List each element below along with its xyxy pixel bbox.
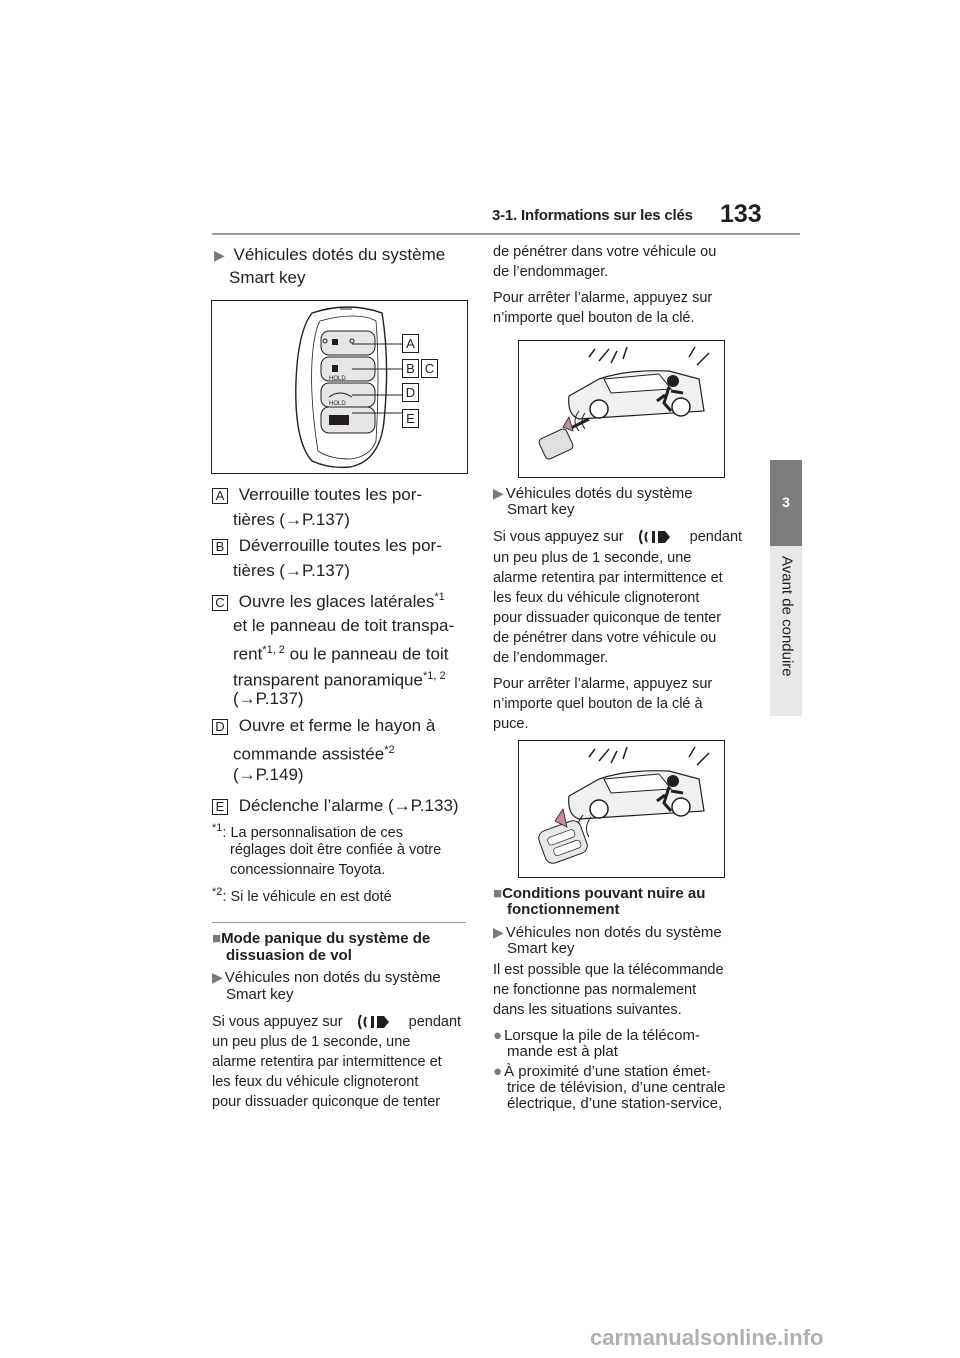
r-para-5-line-3: dans les situations suivantes. <box>493 1002 682 1018</box>
item-d-3: (→P.149) <box>233 765 304 784</box>
note-2: $^{*2}$: Si le véhicule en est doté <box>212 886 392 905</box>
item-c-2: et le panneau de toit transpa- <box>233 616 455 635</box>
panic-heading: ■Mode panique du système de <box>212 930 431 947</box>
r-para-3-line-4: les feux du véhicule clignoteront <box>493 590 700 606</box>
item-d: D Ouvre et ferme le hayon à <box>212 713 435 738</box>
sub-heading-3-2: Smart key <box>507 940 575 957</box>
r-para-2-line-1: Pour arrêter l’alarme, appuyez sur <box>493 290 713 306</box>
r-para-3-line-5: pour dissuader quiconque de tenter <box>493 610 722 626</box>
watermark: carmanualsonline.info <box>590 1325 824 1350</box>
r-para-1-line-2: de l’endommager. <box>493 264 609 280</box>
intro-heading-2: Smart key <box>229 268 306 287</box>
triangle-icon: ▶ <box>493 924 504 940</box>
r-para-4-line-2: n’importe quel bouton de la clé à <box>493 696 703 712</box>
r-para-3-line-6: de pénétrer dans votre véhicule ou <box>493 630 717 646</box>
panic-button-icon <box>357 1013 391 1031</box>
bullet-2: ● À proximité d’une station émet- <box>493 1063 711 1080</box>
key-fob-figure <box>211 300 468 474</box>
para-1-line-2: un peu plus de 1 seconde, une <box>212 1034 411 1050</box>
sub-heading-2: ▶ Véhicules dotés du système <box>493 485 693 502</box>
item-c-4: transparent panoramique$^{*1, 2}$ <box>233 670 446 690</box>
intro-heading: ▶ Véhicules dotés du système <box>214 245 446 264</box>
triangle-icon: ▶ <box>212 969 223 985</box>
item-c: C Ouvre les glaces latérales$^{*1}$ <box>212 585 445 614</box>
item-a-2: tières (→P.137) <box>233 510 350 529</box>
item-b: B Déverrouille toutes les por- <box>212 533 442 558</box>
bullet-1-2: mande est à plat <box>507 1043 618 1060</box>
header-rule <box>212 233 800 235</box>
fig-label-e: E <box>402 409 419 428</box>
para-1-line-5: pour dissuader quiconque de tenter <box>212 1094 441 1110</box>
bullet-1: ● Lorsque la pile de la télécom- <box>493 1027 701 1044</box>
alarm-illustration-1 <box>519 341 724 477</box>
fig-label-b: B <box>402 359 419 378</box>
alarm-key-figure <box>518 340 725 478</box>
para-1-line-1: Si vous appuyez sur pendant <box>212 1014 462 1030</box>
item-c-5: (→P.137) <box>233 689 304 708</box>
chapter-title: Avant de conduire <box>778 556 796 677</box>
para-1-line-4: les feux du véhicule clignoteront <box>212 1074 419 1090</box>
hold-label-1: HOLD <box>329 376 346 382</box>
key-fob-illustration <box>212 301 467 473</box>
item-a: A Verrouille toutes les por- <box>212 482 422 507</box>
note-1: $^{*1}$: La personnalisation de ces <box>212 822 403 841</box>
panic-button-icon <box>638 528 672 546</box>
note-1-2: réglages doit être confiée à votre <box>230 842 442 858</box>
r-para-1-line-1: de pénétrer dans votre véhicule ou <box>493 244 717 260</box>
triangle-icon: ▶ <box>493 485 504 501</box>
fig-label-d: D <box>402 383 419 402</box>
para-1-line-3: alarme retentira par intermittence et <box>212 1054 442 1070</box>
r-para-2-line-2: n’importe quel bouton de la clé. <box>493 310 695 326</box>
item-d-2: commande assistée$^{*2}$ <box>233 744 395 764</box>
triangle-icon: ▶ <box>214 247 225 263</box>
conditions-heading: ■Conditions pouvant nuire au <box>493 885 706 902</box>
r-para-5-line-2: ne fonctionne pas normalement <box>493 982 697 998</box>
bullet-2-3: électrique, d’une station-service, <box>507 1095 723 1112</box>
r-para-3-line-3: alarme retentira par intermittence et <box>493 570 723 586</box>
r-para-3-line-1: Si vous appuyez sur pendant <box>493 529 743 545</box>
conditions-heading-2: fonctionnement <box>507 901 620 918</box>
r-para-4-line-3: puce. <box>493 716 529 732</box>
sub-heading-2-2: Smart key <box>507 501 575 518</box>
hold-label-2: HOLD <box>329 401 346 407</box>
square-bullet-icon: ■ <box>493 885 503 902</box>
alarm-illustration-2 <box>519 741 724 877</box>
item-c-3: rent$^{*1, 2}$ ou le panneau de toit <box>233 644 449 664</box>
r-para-3-line-7: de l’endommager. <box>493 650 609 666</box>
note-1-3: concessionnaire Toyota. <box>230 862 386 878</box>
sub-heading-1-2: Smart key <box>226 986 294 1003</box>
sub-heading-3: ▶ Véhicules non dotés du système <box>493 924 722 941</box>
item-e: E Déclenche l’alarme (→P.133) <box>212 793 459 818</box>
circle-bullet-icon: ● <box>493 1027 503 1044</box>
chapter-number: 3 <box>782 494 790 510</box>
alarm-smartkey-figure <box>518 740 725 878</box>
fig-label-a: A <box>402 334 419 353</box>
square-bullet-icon: ■ <box>212 930 222 947</box>
section-separator <box>212 922 466 923</box>
r-para-5-line-1: Il est possible que la télécommande <box>493 962 724 978</box>
r-para-4-line-1: Pour arrêter l’alarme, appuyez sur <box>493 676 713 692</box>
section-title: 3-1. Informations sur les clés <box>492 207 693 224</box>
r-para-3-line-2: un peu plus de 1 seconde, une <box>493 550 692 566</box>
page-number: 133 <box>720 200 762 228</box>
fig-label-c: C <box>421 359 438 378</box>
bullet-2-2: trice de télévision, d’une centrale <box>507 1079 726 1096</box>
panic-heading-2: dissuasion de vol <box>226 947 352 964</box>
sub-heading-1: ▶ Véhicules non dotés du système <box>212 969 441 986</box>
circle-bullet-icon: ● <box>493 1063 503 1080</box>
item-b-2: tières (→P.137) <box>233 561 350 580</box>
